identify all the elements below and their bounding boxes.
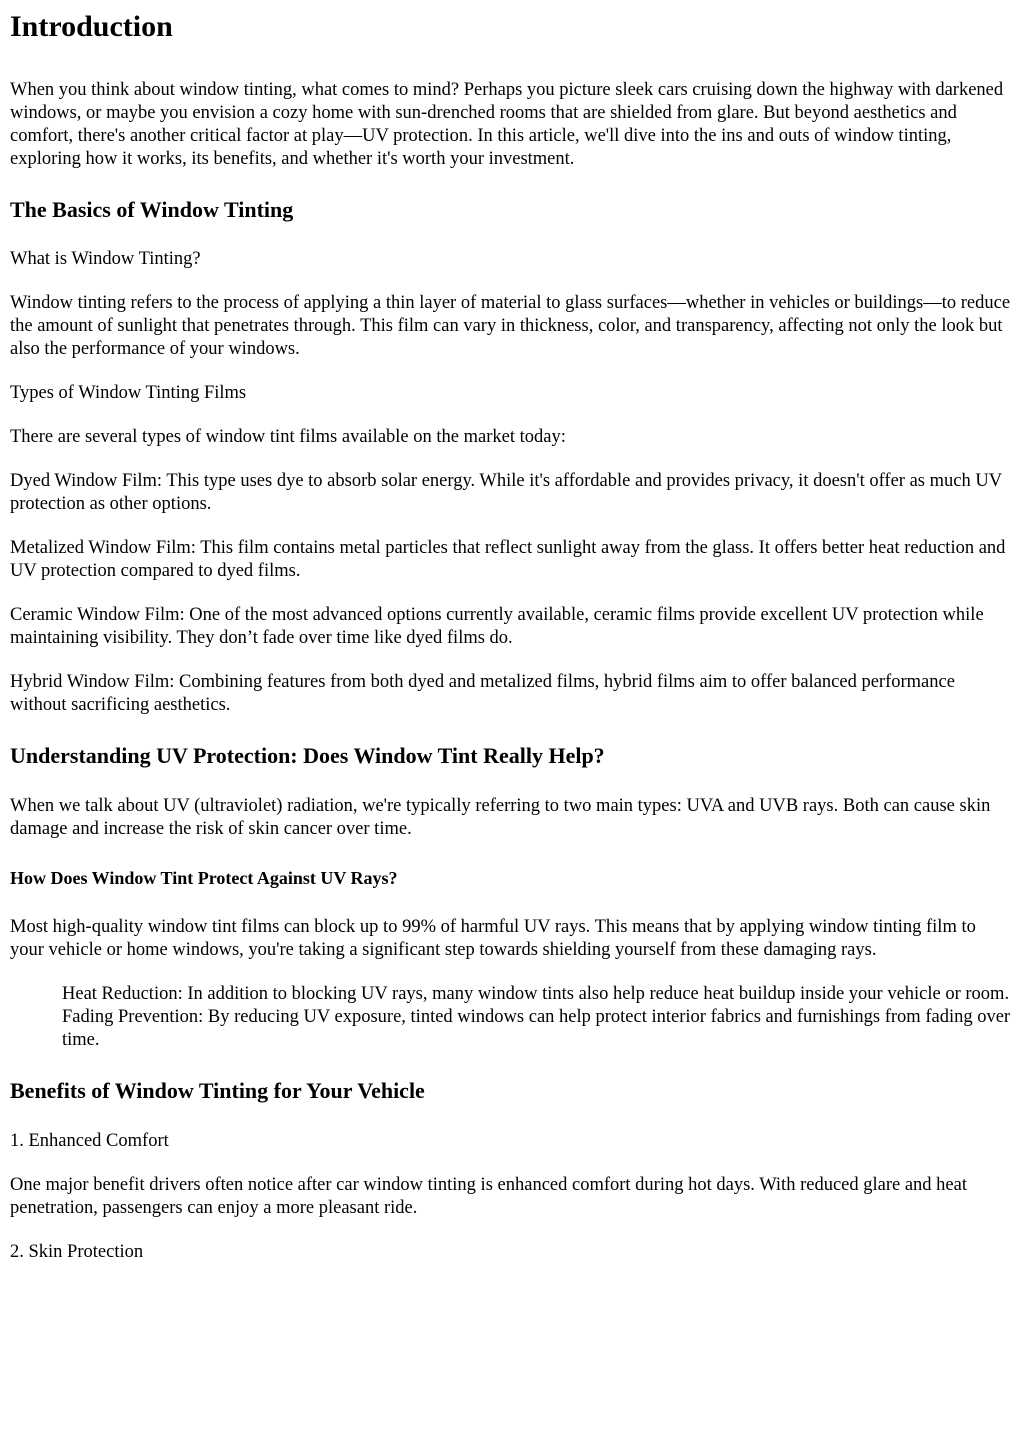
benefit-comfort-paragraph: One major benefit drivers often notice after car window tinting is enhanced comfort during hot days. With reduced glare and heat penetration, passengers can enjoy a more pleasant ride. (10, 1175, 967, 1218)
type-dyed: Dyed Window Film: This type uses dye to absorb solar energy. While it's affordable and provides privacy, it doesn't offer as much UV protection as other options. (10, 471, 1002, 514)
types-label: Types of Window Tinting Films (10, 383, 247, 403)
benefit-skin-label: 2. Skin Protection (10, 1242, 144, 1262)
uv-quote: Heat Reduction: In addition to blocking UV rays, many window tints also help reduce heat buildup inside your vehicle or room. Fading Prevention: By reducing UV exposure, tinted windows can help protect interior fabrics and furnishings from fading over time. (62, 984, 1011, 1050)
article (0, 9, 1024, 1264)
uv-paragraph: When we talk about UV (ultraviolet) radiation, we're typically referring to two main types: UVA and UVB rays. Both can cause skin damage and increase the risk of skin cancer over time. (10, 796, 991, 839)
benefits-heading: Benefits of Window Tinting for Your Vehicle (10, 1078, 425, 1103)
intro-heading: Introduction (10, 10, 173, 43)
basics-heading: The Basics of Window Tinting (10, 197, 294, 222)
type-metalized: Metalized Window Film: This film contains metal particles that reflect sunlight away from the glass. It offers better heat reduction and UV protection compared to dyed films. (10, 538, 1006, 581)
intro-paragraph: When you think about window tinting, what comes to mind? Perhaps you picture sleek cars cruising down the highway with darkened windows, or maybe you envision a cozy home with sun-drenched rooms that are shielded from glare. But beyond aesthetics and comfort, there's another critical factor at play—UV protection. In this article, we'll dive into the ins and outs of window tinting, exploring how it works, its benefits, and whether it's worth your investment. (10, 80, 1004, 169)
uv-heading: Understanding UV Protection: Does Window Tint Really Help? (10, 743, 605, 768)
uv-subheading: How Does Window Tint Protect Against UV Rays? (10, 868, 398, 888)
types-intro: There are several types of window tint films available on the market today: (10, 427, 566, 447)
what-is-paragraph: Window tinting refers to the process of applying a thin layer of material to glass surfaces—whether in vehicles or buildings—to reduce the amount of sunlight that penetrates through. This film can vary in thickness, color, and transparency, affecting not only the look but also the performance of your windows. (10, 293, 1011, 359)
what-is-label: What is Window Tinting? (10, 249, 201, 269)
uv-protect-paragraph: Most high-quality window tint films can block up to 99% of harmful UV rays. This means that by applying window tinting film to your vehicle or home windows, you're taking a significant step towards shielding yourself from these damaging rays. (10, 917, 976, 960)
type-hybrid: Hybrid Window Film: Combining features from both dyed and metalized films, hybrid films aim to offer balanced performance without sacrificing aesthetics. (10, 672, 955, 715)
benefit-comfort-label: 1. Enhanced Comfort (10, 1131, 169, 1151)
type-ceramic: Ceramic Window Film: One of the most advanced options currently available, ceramic films provide excellent UV protection while maintaining visibility. They don’t fade over time like dyed films do. (10, 605, 984, 648)
